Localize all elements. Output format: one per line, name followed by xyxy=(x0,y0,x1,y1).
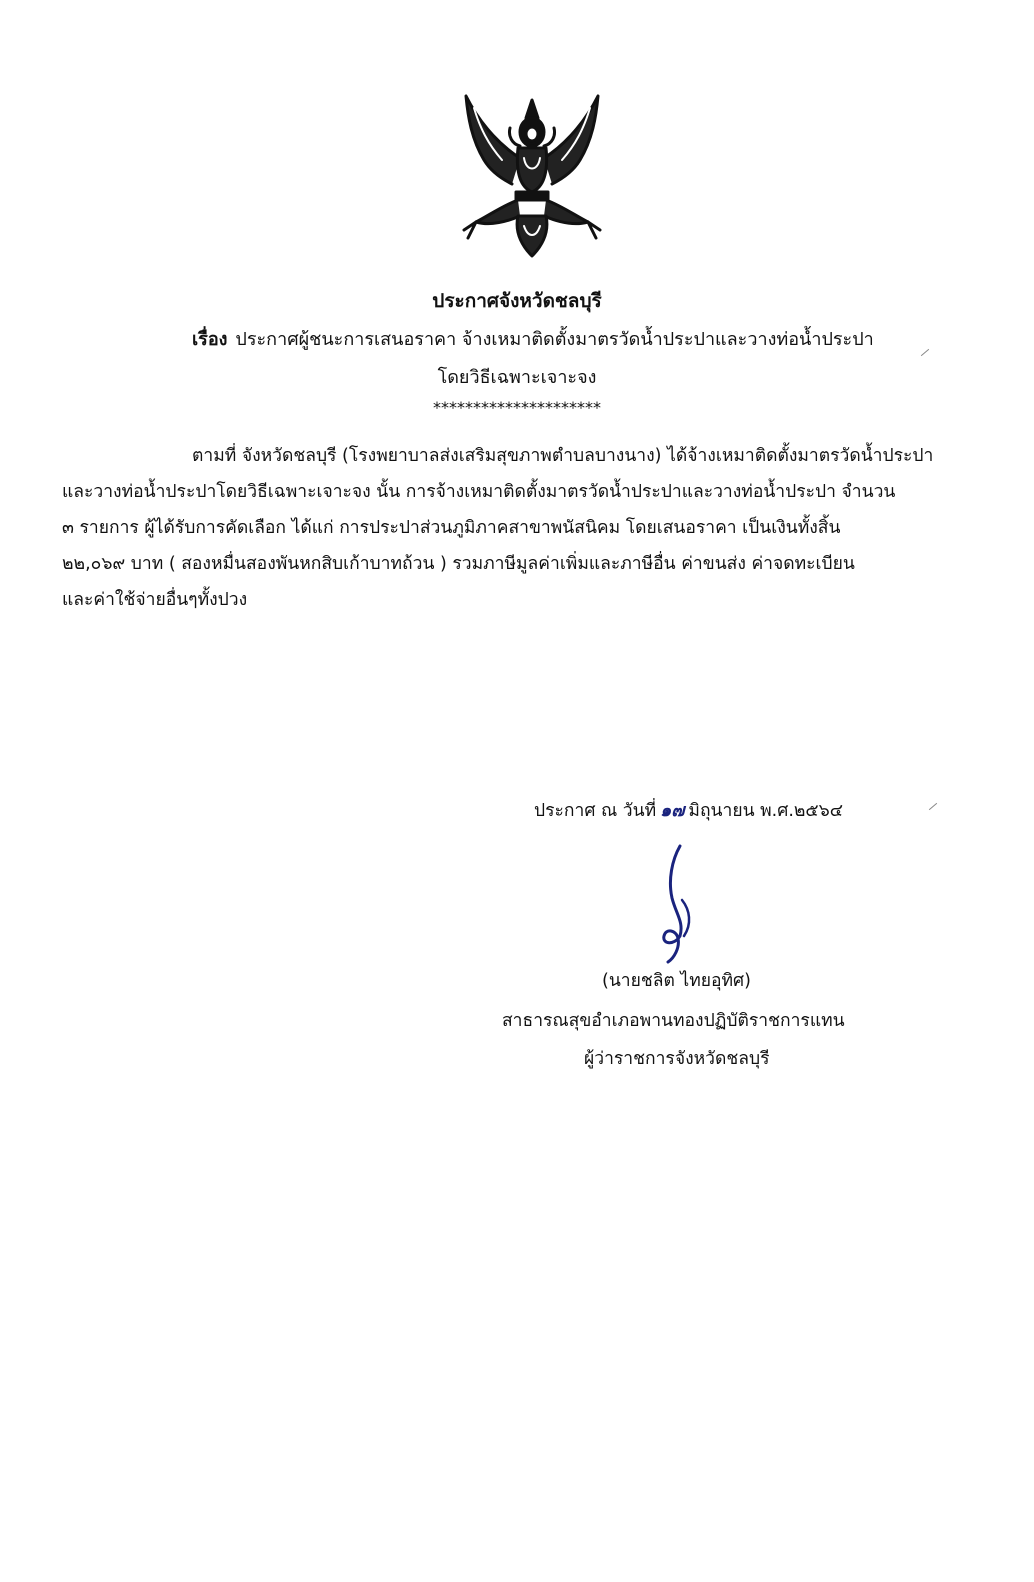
signer-name: (นายชลิต ไทยอุทิศ) xyxy=(602,971,751,991)
subject-line xyxy=(192,324,952,353)
body-line-1: ตามที่ จังหวัดชลบุรี (โรงพยาบาลส่งเสริมสุขภาพตำบลบางนาง) ได้จ้างเหมาติดตั้งมาตรวัดน้ำประปา xyxy=(192,446,934,466)
pen-mark xyxy=(929,803,937,810)
date-day: ๑๗ xyxy=(660,801,685,821)
body-line-4: ๒๒,๐๖๙ บาท ( สองหมื่นสองพันหกสิบเก้าบาทถ้วน ) รวมภาษีมูลค่าเพิ่มและภาษีอื่น ค่าขนส่ง ค่าจดทะเบียน xyxy=(62,554,855,574)
subject-continuation: โดยวิธีเฉพาะเจาะจง xyxy=(437,367,597,388)
handwritten-signature xyxy=(644,840,704,970)
signer-title: ผู้ว่าราชการจังหวัดชลบุรี xyxy=(584,1049,770,1069)
announcement-date xyxy=(534,796,843,824)
subject-label: เรื่อง xyxy=(192,329,228,350)
separator: ********************* xyxy=(433,398,601,417)
document-title: ประกาศจังหวัดชลบุรี xyxy=(432,290,602,312)
subject-text: ประกาศผู้ชนะการเสนอราคา จ้างเหมาติดตั้งมาตรวัดน้ำประปาและวางท่อน้ำประปา xyxy=(235,329,874,350)
body-line-2: และวางท่อน้ำประปาโดยวิธีเฉพาะเจาะจง นั้น การจ้างเหมาติดตั้งมาตรวัดน้ำประปาและวางท่อน้ำประปา จำนวน xyxy=(62,482,896,502)
date-month-year: มิถุนายน พ.ศ.๒๕๖๔ xyxy=(688,801,844,821)
date-prefix: ประกาศ ณ วันที่ xyxy=(534,801,657,821)
body-line-3: ๓ รายการ ผู้ได้รับการคัดเลือก ได้แก่ การประปาส่วนภูมิภาคสาขาพนัสนิคม โดยเสนอราคา เป็นเงินทั้งสิ้น xyxy=(62,518,841,538)
body-line-5: และค่าใช้จ่ายอื่นๆทั้งปวง xyxy=(62,590,248,610)
garuda-emblem-icon xyxy=(454,88,610,263)
signer-position: สาธารณสุขอำเภอพานทองปฏิบัติราชการแทน xyxy=(502,1011,845,1031)
